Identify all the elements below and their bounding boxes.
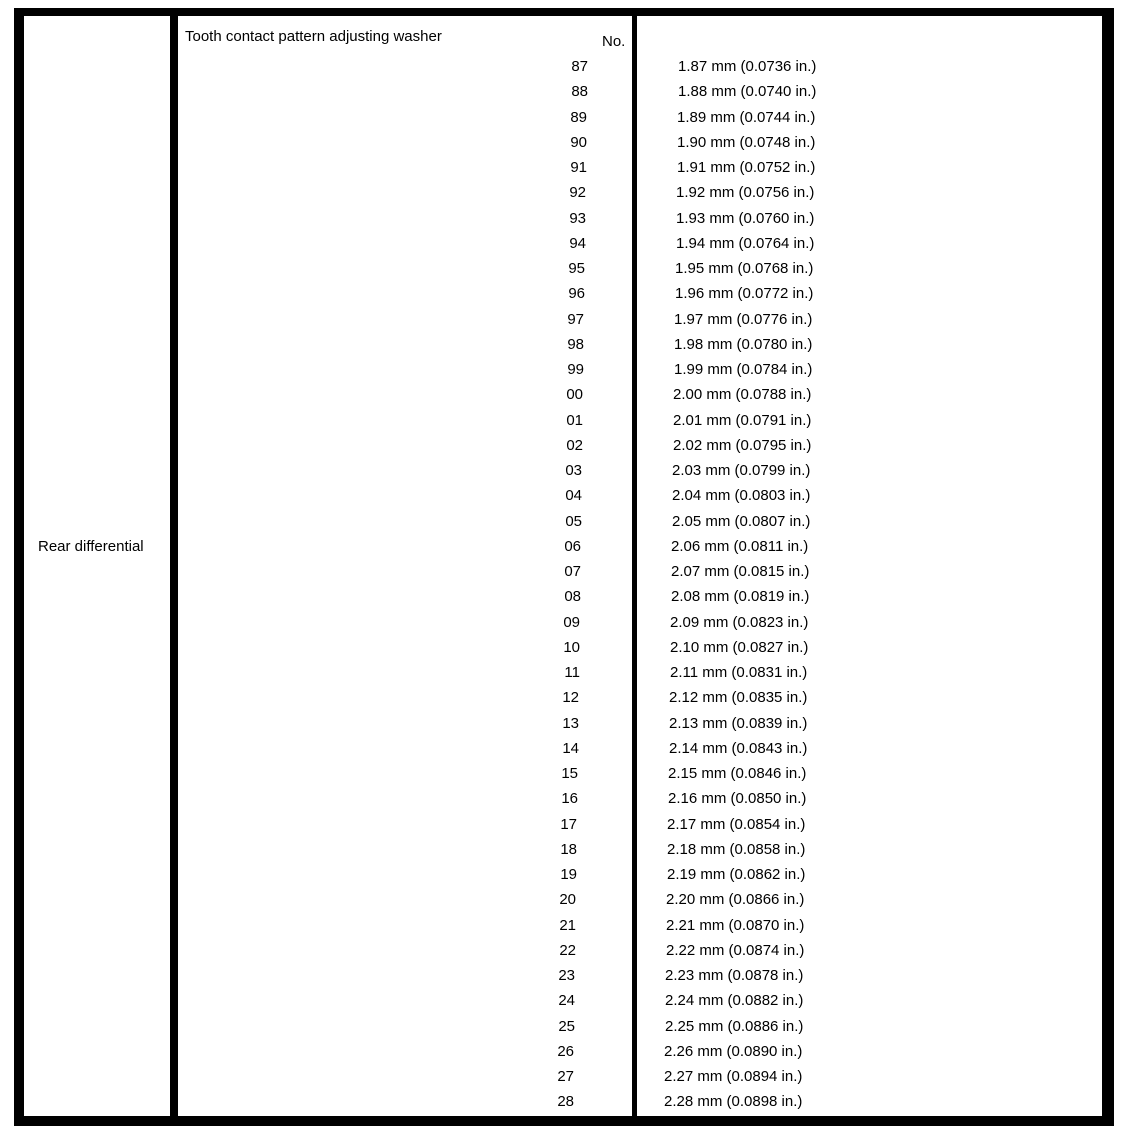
washer-number: 27 [557,1068,574,1085]
table-row [547,967,867,987]
washer-thickness: 1.88 mm (0.0740 in.) [678,83,817,101]
washer-number: 88 [571,83,588,101]
washer-number: 12 [562,689,579,707]
washer-number: 90 [570,133,587,151]
washer-number: 95 [568,260,585,277]
table-row [552,614,872,634]
table-row [560,83,880,103]
washer-number: 00 [566,386,583,404]
washer-number: 07 [564,563,581,580]
washer-thickness: 1.90 mm (0.0748 in.) [677,133,816,151]
washer-thickness: 1.95 mm (0.0768 in.) [675,260,814,277]
table-row [550,765,870,785]
washer-number: 18 [560,840,577,858]
washer-thickness: 2.08 mm (0.0819 in.) [671,588,810,606]
table-row [549,866,869,886]
table-row [553,538,873,558]
washer-thickness: 2.26 mm (0.0890 in.) [664,1042,803,1060]
table-row [555,412,875,432]
item-label: Tooth contact pattern adjusting washer [185,28,442,45]
table-row [549,841,869,861]
washer-thickness: 2.18 mm (0.0858 in.) [667,840,806,858]
washer-thickness: 2.13 mm (0.0839 in.) [669,714,808,732]
table-row [549,816,869,836]
washer-thickness: 2.27 mm (0.0894 in.) [664,1068,803,1085]
washer-thickness: 2.23 mm (0.0878 in.) [665,967,804,984]
table-row [554,487,874,507]
washer-number: 15 [561,765,578,782]
washer-number: 17 [560,815,577,833]
washer-number: 11 [564,664,580,681]
washer-thickness: 2.02 mm (0.0795 in.) [673,436,812,454]
washer-number: 14 [562,739,579,757]
table-row [548,917,868,937]
table-row [550,790,870,810]
washer-number: 87 [571,58,588,75]
washer-number: 93 [569,209,586,227]
table-row [551,715,871,735]
table-row [555,437,875,457]
table-row [555,386,875,406]
table-row [557,285,877,305]
washer-number: 09 [563,613,580,631]
washer-thickness: 2.03 mm (0.0799 in.) [672,462,811,479]
washer-thickness: 1.89 mm (0.0744 in.) [677,108,816,126]
washer-thickness: 2.16 mm (0.0850 in.) [668,790,807,808]
table-row [559,159,879,179]
table-row [553,563,873,583]
washer-number: 05 [565,512,582,530]
washer-number: 03 [565,462,582,479]
washer-number: 89 [570,108,587,126]
washer-number: 19 [560,866,577,883]
washer-thickness: 1.91 mm (0.0752 in.) [677,159,816,176]
washer-thickness: 1.99 mm (0.0784 in.) [674,361,813,378]
washer-thickness: 2.15 mm (0.0846 in.) [668,765,807,782]
washer-number: 94 [569,234,586,252]
column-divider [1102,14,1107,1118]
washer-number: 02 [566,436,583,454]
washer-thickness: 2.14 mm (0.0843 in.) [669,739,808,757]
washer-thickness: 2.00 mm (0.0788 in.) [673,386,812,404]
washer-thickness: 2.04 mm (0.0803 in.) [672,487,811,505]
washer-thickness: 1.87 mm (0.0736 in.) [678,58,817,75]
table-row [546,1068,866,1088]
table-row [556,311,876,331]
washer-thickness: 1.97 mm (0.0776 in.) [674,310,813,328]
washer-number: 13 [562,714,579,732]
table-row [551,740,871,760]
table-row [551,689,871,709]
table-row [560,58,880,78]
washer-thickness: 2.07 mm (0.0815 in.) [671,563,810,580]
table-row [556,361,876,381]
washer-thickness: 1.96 mm (0.0772 in.) [675,285,814,303]
washer-number: 08 [564,588,581,606]
washer-thickness: 2.11 mm (0.0831 in.) [670,664,808,681]
column-divider [170,14,178,1118]
washer-thickness: 2.24 mm (0.0882 in.) [665,992,804,1010]
washer-thickness: 2.28 mm (0.0898 in.) [664,1093,803,1111]
washer-thickness: 1.94 mm (0.0764 in.) [676,234,815,252]
washer-number: 23 [558,967,575,984]
table-row [547,992,867,1012]
washer-thickness: 1.93 mm (0.0760 in.) [676,209,815,227]
number-column-header: No. [602,33,626,50]
table-row [557,260,877,280]
washer-thickness: 2.17 mm (0.0854 in.) [667,815,806,833]
table-row [546,1093,866,1113]
table-row [558,184,878,204]
washer-number: 10 [563,638,580,656]
washer-number: 22 [559,941,576,959]
washer-thickness: 2.09 mm (0.0823 in.) [670,613,809,631]
washer-thickness: 2.19 mm (0.0862 in.) [667,866,806,883]
washer-thickness: 1.98 mm (0.0780 in.) [674,335,813,353]
washer-number: 04 [565,487,582,505]
table-row [546,1043,866,1063]
table-row [553,588,873,608]
table-row [554,513,874,533]
washer-thickness: 2.06 mm (0.0811 in.) [671,537,809,555]
table-row [548,942,868,962]
washer-thickness: 2.22 mm (0.0874 in.) [666,941,805,959]
washer-number: 91 [570,159,587,176]
washer-thickness: 2.12 mm (0.0835 in.) [669,689,808,707]
table-row [556,336,876,356]
washer-thickness: 2.01 mm (0.0791 in.) [673,411,812,429]
table-row [558,210,878,230]
washer-number: 21 [559,916,576,934]
table-row [559,109,879,129]
washer-number: 28 [557,1093,574,1111]
washer-number: 24 [558,992,575,1010]
washer-thickness: 2.10 mm (0.0827 in.) [670,638,809,656]
washer-number: 25 [558,1017,575,1035]
washer-number: 16 [561,790,578,808]
table-row [558,235,878,255]
washer-number: 92 [569,184,586,202]
washer-number: 97 [567,310,584,328]
table-row [559,134,879,154]
washer-thickness: 2.20 mm (0.0866 in.) [666,891,805,909]
washer-number: 01 [566,411,583,429]
table-row [548,891,868,911]
washer-number: 98 [567,335,584,353]
table-row [552,664,872,684]
washer-thickness: 2.21 mm (0.0870 in.) [666,916,805,934]
washer-number: 96 [568,285,585,303]
table-row [547,1018,867,1038]
washer-number: 99 [567,361,584,378]
section-label: Rear differential [38,538,144,555]
washer-thickness: 2.25 mm (0.0886 in.) [665,1017,804,1035]
washer-number: 20 [559,891,576,909]
washer-thickness: 1.92 mm (0.0756 in.) [676,184,815,202]
scan-mark [380,14,432,16]
washer-number: 06 [564,537,581,555]
table-row [554,462,874,482]
table-row [552,639,872,659]
washer-thickness: 2.05 mm (0.0807 in.) [672,512,811,530]
washer-number: 26 [557,1042,574,1060]
